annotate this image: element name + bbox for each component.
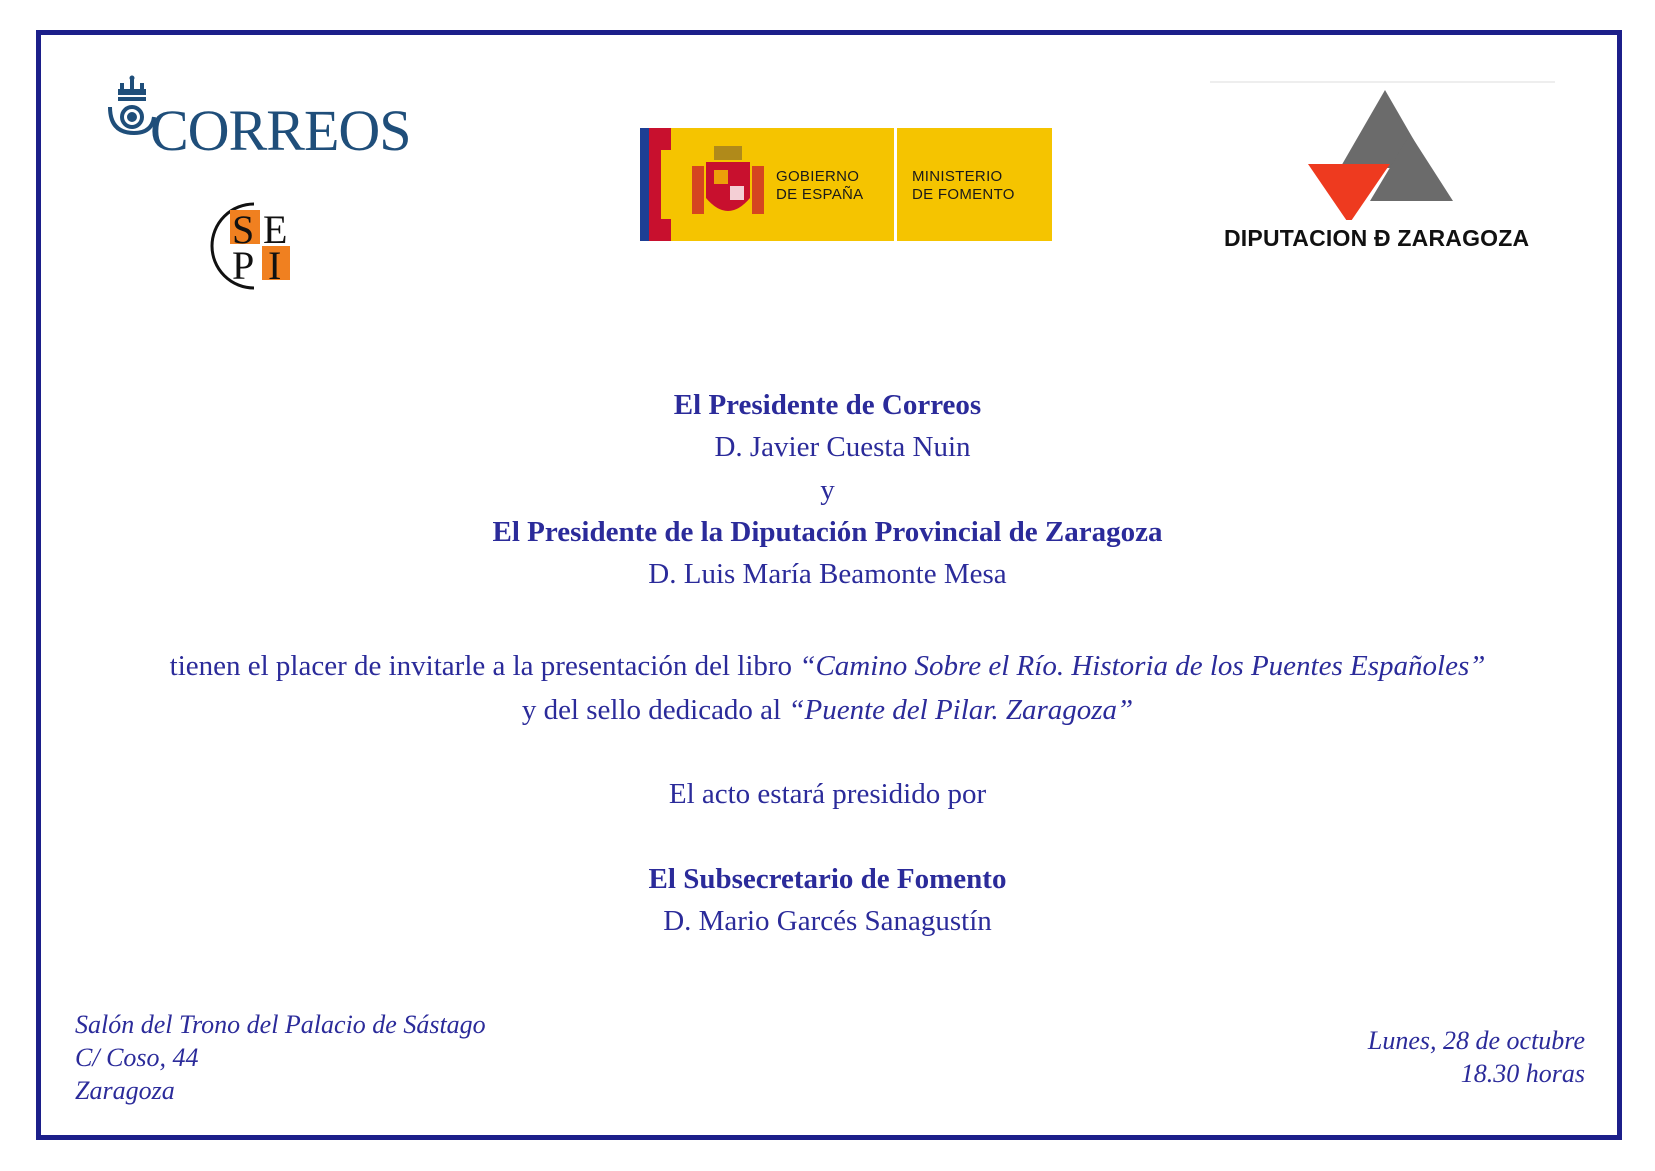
venue-block: [75, 1008, 486, 1107]
stamp-text: y del sello dedicado al: [521, 694, 789, 726]
stamp-line: [0, 692, 1655, 728]
sepi-logo: [208, 200, 308, 292]
presider-title: El Subsecretario de Fomento: [648, 863, 1007, 895]
gobierno-text: GOBIERNO DE ESPAÑA: [776, 168, 864, 203]
conjunction-text: y: [820, 474, 835, 506]
venue-name: Salón del Trono del Palacio de Sástago: [75, 1010, 486, 1039]
date-block: [1368, 1024, 1585, 1090]
invite-line: [0, 648, 1655, 684]
sepi-letter-i: I: [268, 243, 282, 288]
host1-name: D. Javier Cuesta Nuin: [714, 431, 971, 463]
invite-text: tienen el placer de invitarle a la presentación del libro: [169, 650, 800, 682]
ministerio-text: MINISTERIO DE FOMENTO: [912, 168, 1015, 203]
correos-wordmark: CORREOS: [150, 98, 411, 163]
venue-address: C/ Coso, 44: [75, 1043, 199, 1072]
stamp-title: “Puente del Pilar. Zaragoza”: [788, 694, 1134, 726]
event-time: 18.30 horas: [1460, 1059, 1585, 1088]
dpz-wordmark: DIPUTACION Ð ZARAGOZA: [1224, 225, 1530, 251]
correos-logo: [100, 75, 410, 175]
venue-city: Zaragoza: [75, 1076, 175, 1105]
presider-name: D. Mario Garcés Sanagustín: [663, 905, 992, 937]
presided-text: El acto estará presidido por: [668, 778, 987, 810]
host1-title: El Presidente de Correos: [673, 389, 982, 421]
sepi-letter-s: S: [232, 207, 255, 252]
book-title: “Camino Sobre el Río. Historia de los Puentes Españoles”: [799, 650, 1486, 682]
host2-title: El Presidente de la Diputación Provincial de Zaragoza: [492, 516, 1163, 548]
event-date: Lunes, 28 de octubre: [1367, 1026, 1585, 1055]
sepi-letter-e: E: [263, 207, 288, 252]
gobierno-ministerio-logo: [640, 128, 1052, 241]
sepi-letter-p: P: [232, 243, 255, 288]
host2-name: D. Luis María Beamonte Mesa: [648, 558, 1007, 590]
dpz-logo: [1210, 80, 1570, 260]
